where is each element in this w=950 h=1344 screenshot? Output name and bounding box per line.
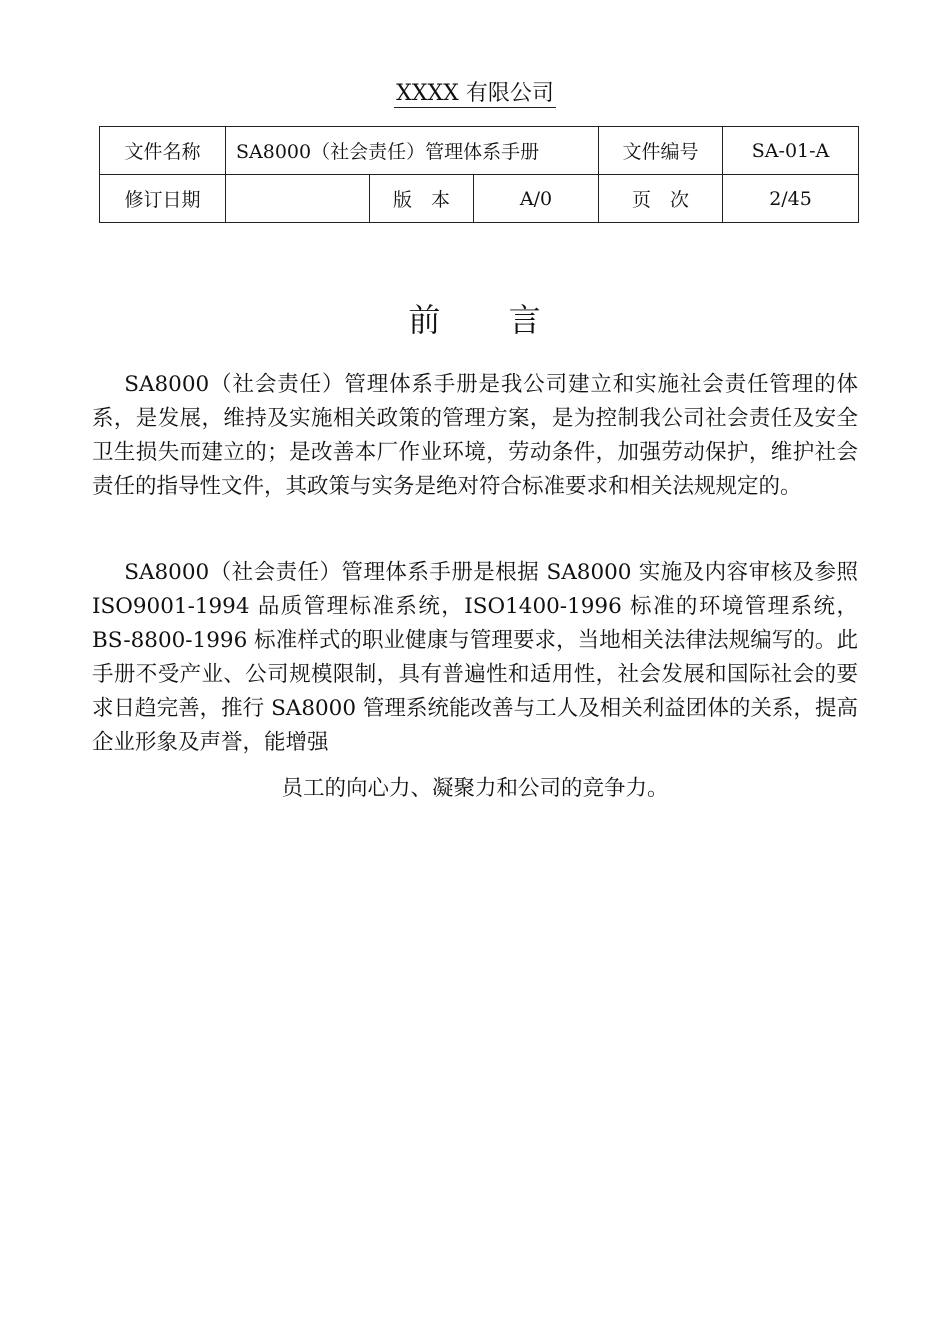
file-number-label: 文件编号 (599, 127, 723, 175)
section-title: 前 言 (408, 301, 542, 339)
header-row-1 (100, 127, 859, 175)
company-name-text: XXXX 有限公司 (396, 81, 554, 106)
paragraph-2 (92, 556, 858, 760)
revision-date-label: 修订日期 (100, 175, 226, 223)
file-number-value: SA-01-A (723, 127, 859, 175)
file-name-value: SA8000（社会责任）管理体系手册 (226, 127, 599, 175)
header-row-2 (100, 175, 859, 223)
closing-line: 员工的向心力、凝聚力和公司的竞争力。 (281, 776, 669, 801)
version-label: 版 本 (370, 175, 474, 223)
document-header-table (99, 126, 859, 223)
page-label: 页 次 (599, 175, 723, 223)
paragraph-1-text: SA8000（社会责任）管理体系手册是我公司建立和实施社会责任管理的体系，是发展，维持及实施相关政策的管理方案，是为控制我公司社会责任及安全卫生损失而建立的；是改善本厂作业环境，劳动条件，加强劳动保护，维护社会责任的指导性文件，其政策与实务是绝对符合标准要求和相关法规规定的。 (92, 372, 858, 499)
version-value: A/0 (474, 175, 599, 223)
revision-date-value (226, 175, 370, 223)
paragraph-1 (92, 368, 858, 504)
paragraph-2-text: SA8000（社会责任）管理体系手册是根据 SA8000 实施及内容审核及参照 ISO9001-1994 品质管理标准系统，ISO1400-1996 标准的环境管理系统，BS-8800-1996 标准样式的职业健康与管理要求，当地相关法律法规编写的。此手册不受产业、公司规模限制，具有普遍性和适用性，社会发展和国际社会的要求日趋完善，推行 SA8000 管理系统能改善与工人及相关利益团体的关系，提高企业形象及声誉，能增强 (92, 560, 858, 755)
page-value: 2/45 (723, 175, 859, 223)
company-name (0, 78, 950, 110)
file-name-label: 文件名称 (100, 127, 226, 175)
